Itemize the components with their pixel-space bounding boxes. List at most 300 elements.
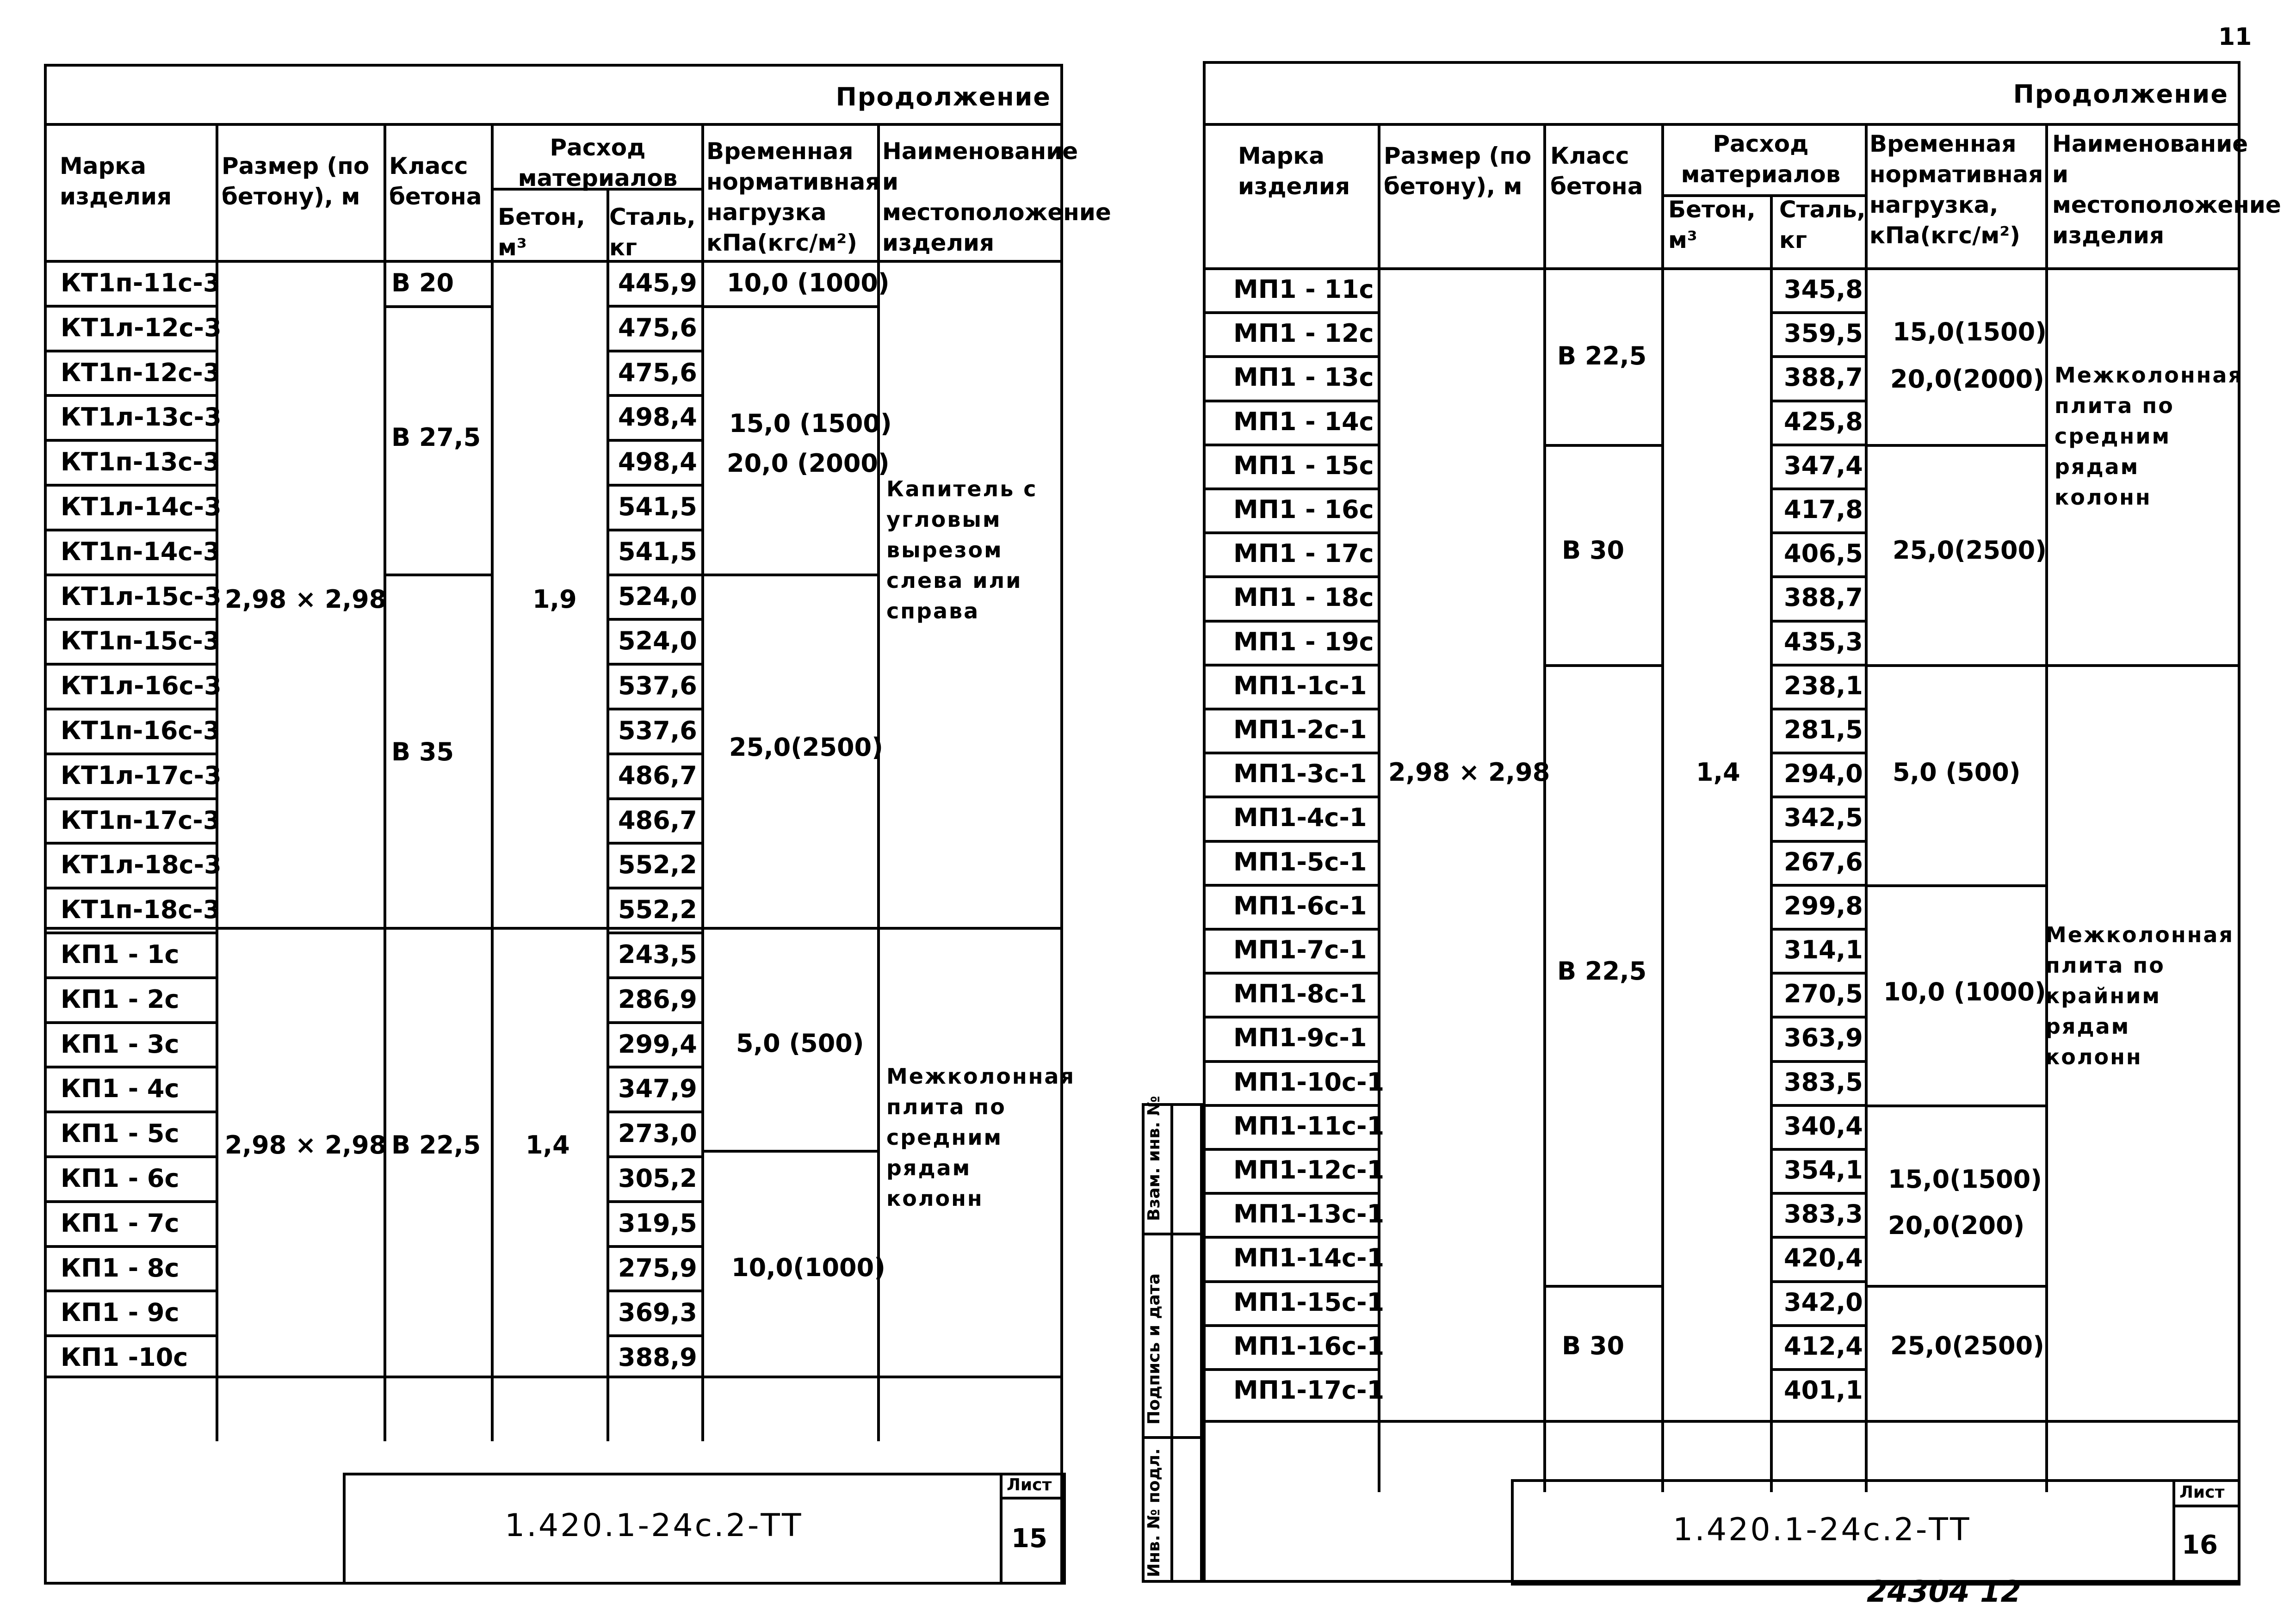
steel-value: 342,0 [1784,1287,1863,1317]
product-mark: КП1 - 1с [61,940,179,969]
product-mark: КП1 - 5с [61,1119,179,1148]
divider [47,529,216,531]
steel-value: 347,4 [1784,450,1863,480]
divider [1206,708,1378,710]
steel-value: 524,0 [618,581,697,611]
product-mark: КТ1п-11с-3 [61,268,221,297]
divider [606,887,701,889]
divider [1770,620,1865,623]
divider [47,350,216,352]
steel-value: 294,0 [1784,759,1863,789]
product-mark: КП1 - 2с [61,984,179,1014]
divider [2045,664,2238,667]
divider [606,976,701,979]
left-sheet [44,64,1111,1585]
divider [47,260,1060,263]
divider [1206,752,1378,754]
name-cell: Межколонная плита по средним рядам колонн [886,1064,1076,1211]
steel-value: 486,7 [618,760,697,790]
divider [1206,796,1378,798]
name-cell: Межколонная плита по средним рядам колонн [2055,363,2244,510]
divider [1770,708,1865,710]
product-mark: КТ1л-16с-3 [61,671,222,701]
divider [47,439,216,442]
divider [1206,311,1378,314]
concrete-cell: 1,4 [526,1130,570,1160]
divider [701,305,877,308]
load-cell: 5,0 (500) [736,1029,864,1058]
divider [47,976,216,979]
load-cell: 20,0(200) [1888,1211,2025,1240]
steel-value: 286,9 [618,984,697,1014]
right-sheet [1203,61,2281,1583]
load-cell: 25,0(2500) [729,733,883,762]
steel-value: 475,6 [618,358,697,387]
steel-value: 314,1 [1784,935,1863,964]
divider [384,123,386,1441]
steel-value: 524,0 [618,626,697,656]
divider [1000,1473,1003,1585]
steel-value: 417,8 [1784,495,1863,524]
product-mark: МП1-17с-1 [1233,1376,1385,1405]
divider [606,932,701,934]
divider [47,618,216,621]
header-mark: Марка изделия [1238,142,1350,200]
header-name: Наименование и местоположение изделия [882,138,1111,256]
divider [606,1200,701,1203]
divider [606,188,609,1441]
product-mark: МП1 - 19с [1233,627,1374,656]
divider [1770,1192,1865,1195]
divider [1142,1436,1203,1439]
product-mark: КП1 -10с [61,1343,188,1372]
product-mark: МП1 - 16с [1233,495,1374,524]
divider [606,574,701,576]
divider [1865,1285,2045,1288]
divider [384,574,491,576]
steel-value: 363,9 [1784,1023,1863,1053]
side-label-inv: Инв. № подл. [1145,1448,1163,1577]
product-mark: МП1-4с-1 [1233,803,1367,833]
divider [606,663,701,666]
divider [1770,1060,1865,1063]
divider [606,484,701,487]
product-mark: МП1-8с-1 [1233,979,1367,1009]
product-mark: МП1-16с-1 [1233,1331,1385,1361]
class-cell: В 27,5 [391,423,481,452]
header-steel: Сталь, кг [1779,196,1866,253]
steel-value: 369,3 [618,1298,697,1327]
divider [47,1376,1060,1378]
size-cell: 2,98 × 2,98 [225,1130,387,1160]
side-label-vzam: Взам. инв. № [1145,1096,1163,1221]
steel-value: 537,6 [618,671,697,701]
steel-value: 345,8 [1784,275,1863,304]
load-cell: 15,0(1500) [1893,317,2047,346]
load-cell: 15,0 (1500) [729,409,892,438]
divider [491,188,701,191]
header-class: Класс бетона [389,153,482,210]
divider [47,1111,216,1113]
divider [47,797,216,800]
product-mark: МП1-3с-1 [1233,759,1367,789]
steel-value: 388,7 [1784,583,1863,612]
divider [47,663,216,666]
divider [47,394,216,397]
steel-value: 299,4 [618,1029,697,1059]
divider [1206,1368,1378,1371]
divider [701,1150,877,1153]
divider [1543,664,1661,667]
header-concrete: Бетон, м³ [1668,196,1756,253]
divider [606,708,701,710]
divider [701,574,877,576]
divider [1170,1103,1173,1583]
divider [2172,1505,2240,1507]
divider [1770,194,1773,1492]
divider [47,842,216,845]
product-mark: КТ1п-15с-3 [61,626,221,656]
divider [47,1245,216,1248]
divider [1206,1236,1378,1239]
product-mark: МП1-2с-1 [1233,715,1367,744]
divider [47,927,1060,930]
divider [1206,1060,1378,1063]
size-cell: 2,98 × 2,98 [1388,758,1550,787]
divider [1206,620,1378,623]
steel-value: 383,3 [1784,1199,1863,1229]
header-class: Класс бетона [1550,142,1643,200]
divider [1770,1016,1865,1018]
divider [1206,884,1378,887]
steel-value: 498,4 [618,402,697,432]
divider [1206,664,1378,666]
divider [1661,123,1664,1492]
class-cell: В 20 [391,268,454,297]
steel-value: 299,8 [1784,891,1863,920]
header-steel: Сталь, кг [609,204,696,261]
divider [606,350,701,352]
product-mark: МП1-14с-1 [1233,1243,1385,1273]
sheet-number: 15 [1011,1524,1047,1554]
divider [47,1200,216,1203]
sheet-label: Лист [1007,1475,1052,1494]
divider [1770,355,1865,358]
steel-value: 319,5 [618,1208,697,1238]
divider [606,1245,701,1248]
divider [606,1021,701,1024]
header-concrete: Бетон, м³ [498,204,585,261]
divider [1770,840,1865,843]
divider [1206,1016,1378,1018]
product-mark: КП1 - 7с [61,1208,179,1238]
product-mark: МП1-11с-1 [1233,1111,1385,1141]
product-mark: МП1-15с-1 [1233,1287,1385,1317]
steel-value: 435,3 [1784,627,1863,656]
page-number: 11 [2218,23,2252,51]
continuation-label: Продолжение [2013,80,2228,109]
divider [47,1021,216,1024]
header-name: Наименование и местоположение изделия [2052,130,2281,249]
divider [1206,1104,1378,1107]
divider [1206,928,1378,931]
class-cell: В 22,5 [391,1130,481,1160]
steel-value: 340,4 [1784,1111,1863,1141]
divider [384,305,491,308]
divider [1206,488,1378,490]
load-cell: 15,0(1500) [1888,1165,2042,1194]
steel-value: 238,1 [1784,671,1863,700]
steel-value: 347,9 [618,1074,697,1104]
steel-value: 243,5 [618,940,697,969]
divider [1770,400,1865,402]
class-cell: В 22,5 [1557,957,1647,986]
steel-value: 486,7 [618,805,697,835]
product-mark: МП1 - 17с [1233,539,1374,568]
divider [47,887,216,889]
divider [1206,123,2238,126]
divider [47,1290,216,1292]
class-cell: В 30 [1562,1331,1625,1360]
product-mark: МП1 - 18с [1233,583,1374,612]
divider [1770,575,1865,578]
divider [1770,972,1865,975]
divider [47,574,216,576]
divider [1206,444,1378,446]
class-cell: В 35 [391,737,454,766]
product-mark: МП1 - 13с [1233,363,1374,392]
steel-value: 420,4 [1784,1243,1863,1273]
steel-value: 401,1 [1784,1376,1863,1405]
load-cell: 5,0 (500) [1893,758,2021,787]
product-mark: КТ1п-17с-3 [61,805,221,835]
divider [606,842,701,845]
steel-value: 475,6 [618,313,697,342]
load-cell: 10,0(1000) [731,1253,885,1282]
divider [1770,796,1865,798]
divider [47,123,1060,126]
divider [1770,1148,1865,1151]
divider [1000,1497,1066,1500]
steel-value: 273,0 [618,1119,697,1148]
product-mark: КП1 - 3с [61,1029,179,1059]
divider [1543,444,1661,447]
product-mark: МП1-1с-1 [1233,671,1367,700]
divider [1206,840,1378,843]
divider [701,123,704,1441]
divider [606,1066,701,1068]
divider [1142,1233,1203,1235]
divider [606,618,701,621]
product-mark: КП1 - 6с [61,1164,179,1193]
product-mark: МП1-6с-1 [1233,891,1367,920]
class-cell: В 30 [1562,536,1625,565]
product-mark: КТ1л-12с-3 [61,313,222,342]
header-consumption: Расход материалов [518,134,678,191]
load-cell: 20,0(2000) [1890,364,2044,394]
divider [47,932,216,934]
divider [1770,311,1865,314]
divider [606,439,701,442]
product-mark: КТ1л-15с-3 [61,581,222,611]
product-mark: МП1-5с-1 [1233,847,1367,876]
steel-value: 275,9 [618,1253,697,1283]
concrete-cell: 1,4 [1696,758,1740,787]
divider [1206,1148,1378,1151]
steel-value: 270,5 [1784,979,1863,1009]
steel-value: 354,1 [1784,1155,1863,1185]
header-consumption: Расход материалов [1681,130,1841,188]
divider [47,484,216,487]
steel-value: 552,2 [618,850,697,880]
divider [1770,488,1865,490]
product-mark: КП1 - 8с [61,1253,179,1283]
divider [1865,884,2045,887]
steel-value: 388,7 [1784,363,1863,392]
divider [1206,267,2238,270]
divider [2172,1479,2175,1586]
divider [47,708,216,710]
load-cell: 20,0 (2000) [727,449,890,478]
divider [491,123,494,1441]
steel-value: 445,9 [618,268,697,297]
divider [606,1155,701,1158]
product-mark: КП1 - 9с [61,1298,179,1327]
steel-value: 541,5 [618,492,697,521]
class-cell: В 22,5 [1557,341,1647,370]
divider [606,394,701,397]
divider [1770,531,1865,534]
divider [1770,1324,1865,1327]
divider [1206,400,1378,402]
header-load: Временная нормативная нагрузка кПа(кгс/м²) [706,138,880,256]
divider [47,1066,216,1068]
divider [1770,1104,1865,1107]
product-mark: МП1-9с-1 [1233,1023,1367,1053]
divider [1206,575,1378,578]
divider [47,1334,216,1337]
steel-value: 383,5 [1784,1067,1863,1097]
product-mark: МП1-13с-1 [1233,1199,1385,1229]
divider [47,1155,216,1158]
header-mark: Марка изделия [60,153,172,210]
product-mark: КТ1л-17с-3 [61,760,222,790]
divider [1865,664,2045,667]
steel-value: 281,5 [1784,715,1863,744]
product-mark: МП1 - 14с [1233,407,1374,436]
divider [1206,1420,2238,1423]
steel-value: 406,5 [1784,539,1863,568]
steel-value: 342,5 [1784,803,1863,833]
divider [1206,531,1378,534]
steel-value: 267,6 [1784,847,1863,876]
header-size: Размер (по бетону), м [222,153,370,210]
document-code: 1.420.1-24с.2-ТТ [505,1507,803,1544]
load-cell: 25,0(2500) [1893,536,2047,565]
divider [1206,1324,1378,1327]
product-mark: КТ1л-18с-3 [61,850,222,880]
concrete-cell: 1,9 [532,585,577,614]
side-label-podpis: Подпись и дата [1145,1273,1163,1425]
divider [47,753,216,755]
product-mark: МП1-10с-1 [1233,1067,1385,1097]
divider [1770,1236,1865,1239]
steel-value: 541,5 [618,537,697,566]
size-cell: 2,98 × 2,98 [225,585,387,614]
divider [606,1290,701,1292]
product-mark: МП1 - 15с [1233,450,1374,480]
product-mark: МП1-7с-1 [1233,935,1367,964]
divider [606,1111,701,1113]
divider [877,123,880,1441]
steel-value: 498,4 [618,447,697,477]
product-mark: КТ1п-18с-3 [61,895,221,925]
product-mark: КТ1л-13с-3 [61,402,222,432]
divider [606,529,701,531]
divider [1865,444,2045,447]
divider [1543,1285,1661,1288]
divider [606,797,701,800]
steel-value: 359,5 [1784,319,1863,348]
product-mark: КТ1л-14с-3 [61,492,222,521]
divider [1770,1280,1865,1283]
archive-code: 24304 12 [1867,1575,2021,1609]
divider [1770,884,1865,887]
document-code: 1.420.1-24с.2-ТТ [1673,1512,1971,1548]
header-load: Временная нормативная нагрузка, кПа(кгс/м²) [1869,130,2043,249]
divider [1865,1105,2045,1107]
divider [1206,972,1378,975]
divider [1378,123,1380,1492]
product-mark: МП1-12с-1 [1233,1155,1385,1185]
product-mark: КП1 - 4с [61,1074,179,1104]
divider [1206,355,1378,358]
product-mark: МП1 - 11с [1233,275,1374,304]
product-mark: МП1 - 12с [1233,319,1374,348]
load-cell: 10,0 (1000) [727,268,890,297]
sheet-label: Лист [2179,1483,2225,1502]
divider [606,305,701,308]
sheet-number: 16 [2182,1530,2218,1560]
load-cell: 25,0(2500) [1890,1331,2044,1360]
divider [606,753,701,755]
divider [606,1334,701,1337]
name-cell: Межколонная плита по крайним рядам колонн [2045,922,2234,1069]
steel-value: 305,2 [618,1164,697,1193]
divider [1661,194,1865,197]
divider [1770,664,1865,666]
product-mark: КТ1п-14с-3 [61,537,221,566]
steel-value: 552,2 [618,895,697,925]
continuation-label: Продолжение [835,82,1051,111]
product-mark: КТ1п-13с-3 [61,447,221,477]
load-cell: 10,0 (1000) [1883,977,2046,1006]
product-mark: КТ1п-16с-3 [61,716,221,745]
steel-value: 388,9 [618,1343,697,1372]
divider [1770,444,1865,446]
header-size: Размер (по бетону), м [1384,142,1532,200]
name-cell: Капитель с угловым вырезом слева или справа [886,476,1038,623]
steel-value: 425,8 [1784,407,1863,436]
steel-value: 412,4 [1784,1331,1863,1361]
product-mark: КТ1п-12с-3 [61,358,221,387]
divider [1770,1368,1865,1371]
steel-value: 537,6 [618,716,697,745]
divider [1770,928,1865,931]
divider [1206,1280,1378,1283]
divider [1206,1192,1378,1195]
divider [1770,752,1865,754]
